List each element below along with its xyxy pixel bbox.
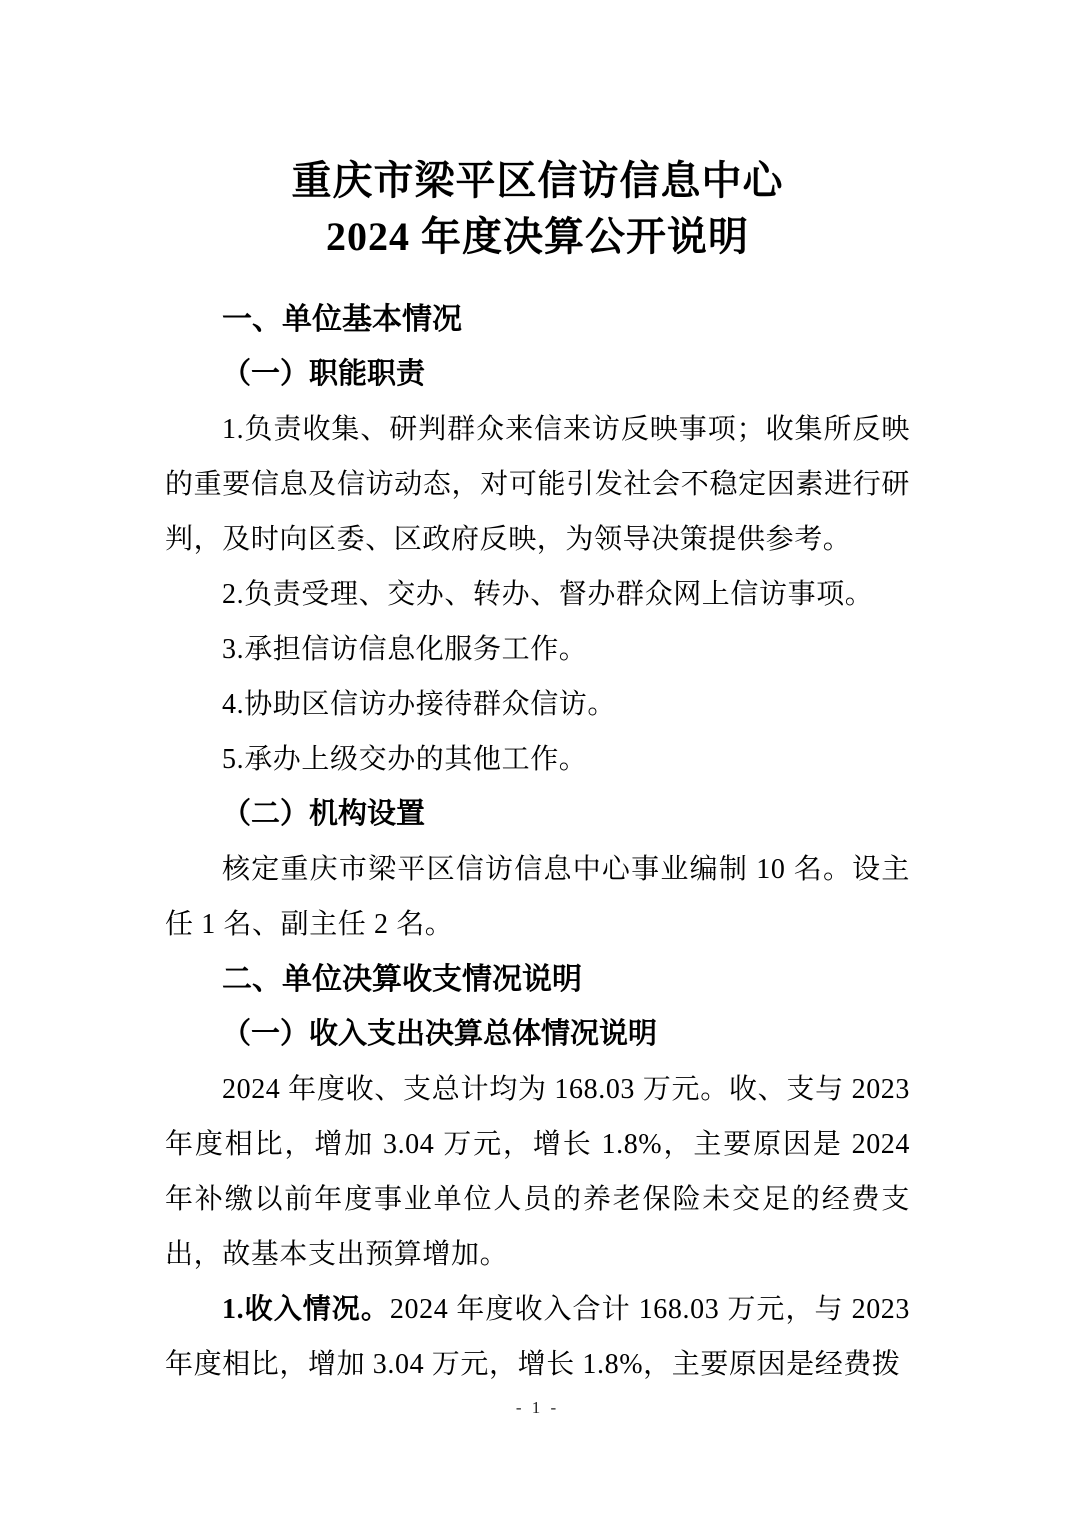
income-paragraph [165,1282,910,1392]
section-2-heading: 二、单位决算收支情况说明 [222,962,582,996]
document-title [165,153,910,265]
duty-paragraph-5: 5.承办上级交办的其他工作。 [222,743,588,775]
title-line-2: 2024 年度决算公开说明 [326,213,749,259]
section-1-sub-1-heading: （一）职能职责 [222,357,426,390]
income-paragraph-body: 2024 年度收入合计 168.03 万元，与 2023 年度相比，增加 3.04 万元，增长 1.8%，主要原因是经费拨 [165,1293,910,1380]
income-paragraph-lead: 1.收入情况。 [222,1293,390,1325]
section-1-sub-2-heading: （二）机构设置 [222,797,426,830]
overall-summary-paragraph: 2024 年度收、支总计均为 168.03 万元。收、支与 2023 年度相比，增加 3.04 万元，增长 1.8%，主要原因是 2024 年补缴以前年度事业单位人员的养老保险未交足的经费支出，故基本支出预算增加。 [165,1073,910,1270]
duty-paragraph-4: 4.协助区信访办接待群众信访。 [222,688,617,720]
section-1-heading: 一、单位基本情况 [222,302,462,336]
section-2-sub-1-heading: （一）收入支出决算总体情况说明 [222,1017,658,1050]
duty-paragraph-3: 3.承担信访信息化服务工作。 [222,633,588,665]
document-content [165,126,910,1392]
duty-paragraph-2: 2.负责受理、交办、转办、督办群众网上信访事项。 [222,578,874,610]
duty-paragraph-1: 1.负责收集、研判群众来信来访反映事项；收集所反映的重要信息及信访动态，对可能引发社会不稳定因素进行研判，及时向区委、区政府反映，为领导决策提供参考。 [165,413,910,555]
page-number: - 1 - [515,1398,560,1417]
title-line-1: 重庆市梁平区信访信息中心 [291,157,784,203]
org-setup-paragraph: 核定重庆市梁平区信访信息中心事业编制 10 名。设主任 1 名、副主任 2 名。 [165,853,910,940]
